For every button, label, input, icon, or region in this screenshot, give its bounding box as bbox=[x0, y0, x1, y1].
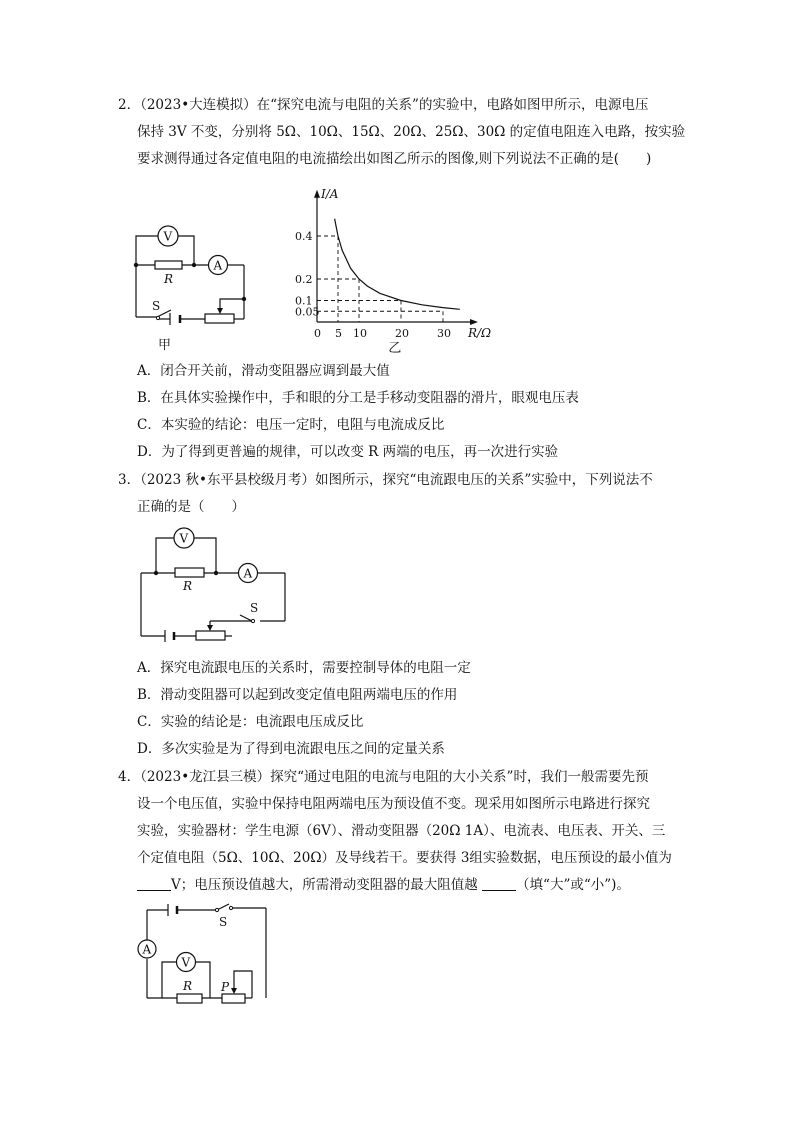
y-tick-label: 0.05 bbox=[295, 305, 320, 319]
q3-option-a: A．探究电流跟电压的关系时，需要控制导体的电阻一定 bbox=[137, 660, 471, 676]
resistor bbox=[175, 568, 204, 577]
q3-voltmeter-label: V bbox=[179, 531, 189, 546]
q3-option-b: B．滑动变阻器可以起到改变定值电阻两端电压的作用 bbox=[137, 687, 458, 703]
q2-switch-label: S bbox=[152, 299, 161, 313]
q4-slider-label: P bbox=[221, 980, 230, 994]
rheostat-body bbox=[222, 994, 245, 1003]
q4-line5-end: （填“大”或“小”)。 bbox=[516, 877, 630, 893]
q2-voltmeter-label: V bbox=[163, 229, 173, 244]
switch-contact bbox=[215, 908, 218, 911]
y-axis-label: I/A bbox=[321, 186, 339, 201]
q3-text-line1: 3．（2023 秋•东平县校级月考）如图所示，探究“电流跟电压的关系”实验中，下列说法不 bbox=[118, 472, 653, 488]
q2-option-c: C．本实验的结论：电压一定时，电阻与电流成反比 bbox=[137, 417, 445, 433]
slider-arrow bbox=[231, 988, 237, 994]
q4-text-line5 bbox=[137, 876, 630, 894]
q4-text-line1: 4．（2023•龙江县三模）探究“通过电阻的电流与电阻的大小关系”时，我们一般需要先预 bbox=[118, 769, 649, 785]
q2-text-line1: 2．（2023•大连模拟）在“探究电流与电阻的关系”的实验中，电路如图甲所示，电源电压 bbox=[118, 97, 649, 113]
q4-ammeter-label: A bbox=[142, 942, 152, 957]
x-tick-label: 30 bbox=[437, 327, 451, 340]
q2-ammeter-label: A bbox=[213, 258, 223, 273]
q4-voltmeter-label: V bbox=[181, 955, 191, 970]
q4-text-line2: 设一个电压值，实验中保持电阻两端电压为预设值不变。现采用如图所示电路进行探究 bbox=[137, 796, 650, 812]
q2-option-d: D．为了得到更普遍的规律，可以改变 R 两端的电压，再一次进行实验 bbox=[137, 444, 559, 460]
switch-contact bbox=[251, 619, 254, 622]
q2-option-a: A．闭合开关前，滑动变阻器应调到最大值 bbox=[137, 363, 390, 379]
q4-circuit-diagram bbox=[137, 902, 277, 1006]
junction-dot bbox=[154, 571, 158, 575]
y-tick-label: 0.4 bbox=[295, 230, 313, 243]
answer-blank-2[interactable] bbox=[482, 876, 516, 891]
resistor bbox=[177, 994, 202, 1003]
slider-arrow bbox=[207, 625, 213, 631]
q4-text-line4: 个定值电阻（5Ω、10Ω、20Ω）及导线若干。要获得 3组实验数据，电压预设的最小值为 bbox=[137, 850, 672, 866]
y-tick-label: 0.2 bbox=[295, 273, 313, 286]
q2-text-line2: 保持 3V 不变，分别将 5Ω、10Ω、15Ω、20Ω、25Ω、30Ω 的定值电阻连入电路，按实验 bbox=[137, 124, 686, 140]
q2-circuit-caption: 甲 bbox=[158, 338, 172, 353]
q2-resistor-label: R bbox=[164, 272, 174, 286]
x-tick-label: 0 bbox=[314, 327, 321, 340]
q3-option-d: D．多次实验是为了得到电流跟电压之间的定量关系 bbox=[137, 741, 445, 757]
q4-resistor-label: R bbox=[183, 979, 193, 993]
q4-switch-label: S bbox=[219, 915, 228, 929]
q3-circuit-diagram bbox=[138, 526, 288, 646]
q3-ammeter-label: A bbox=[243, 566, 253, 581]
q4-line5-middle: V；电压预设值越大，所需滑动变阻器的最大阻值越 bbox=[171, 877, 478, 893]
x-axis-arrow bbox=[470, 319, 478, 325]
q3-resistor-label: R bbox=[183, 579, 193, 593]
chart-caption: 乙 bbox=[388, 341, 402, 356]
q3-option-c: C．实验的结论是：电流跟电压成反比 bbox=[137, 714, 364, 730]
x-tick-label: 20 bbox=[395, 327, 409, 340]
q3-text-line2: 正确的是（ ） bbox=[137, 499, 245, 515]
q2-option-b: B．在具体实验操作中，手和眼的分工是手移动变阻器的滑片，眼观电压表 bbox=[137, 390, 579, 406]
x-axis-label: R/Ω bbox=[468, 326, 492, 340]
x-tick-label: 10 bbox=[353, 327, 367, 340]
switch-contact bbox=[229, 906, 232, 909]
y-axis-arrow bbox=[314, 190, 320, 198]
answer-blank-1[interactable] bbox=[137, 876, 171, 891]
rheostat-body bbox=[196, 631, 225, 640]
junction-dot bbox=[214, 571, 218, 575]
q4-text-line3: 实验，实验器材：学生电源（6V）、滑动变阻器（20Ω 1A）、电流表、电压表、开关、三 bbox=[137, 823, 666, 839]
x-tick-label: 5 bbox=[335, 327, 342, 340]
q2-text-line3: 要求测得通过各定值电阻的电流描绘出如图乙所示的图像,则下列说法不正确的是( ) bbox=[137, 151, 652, 167]
y-tick-label: 0.1 bbox=[295, 294, 313, 308]
q3-switch-label: S bbox=[250, 601, 259, 615]
data-series-curve bbox=[335, 219, 460, 309]
